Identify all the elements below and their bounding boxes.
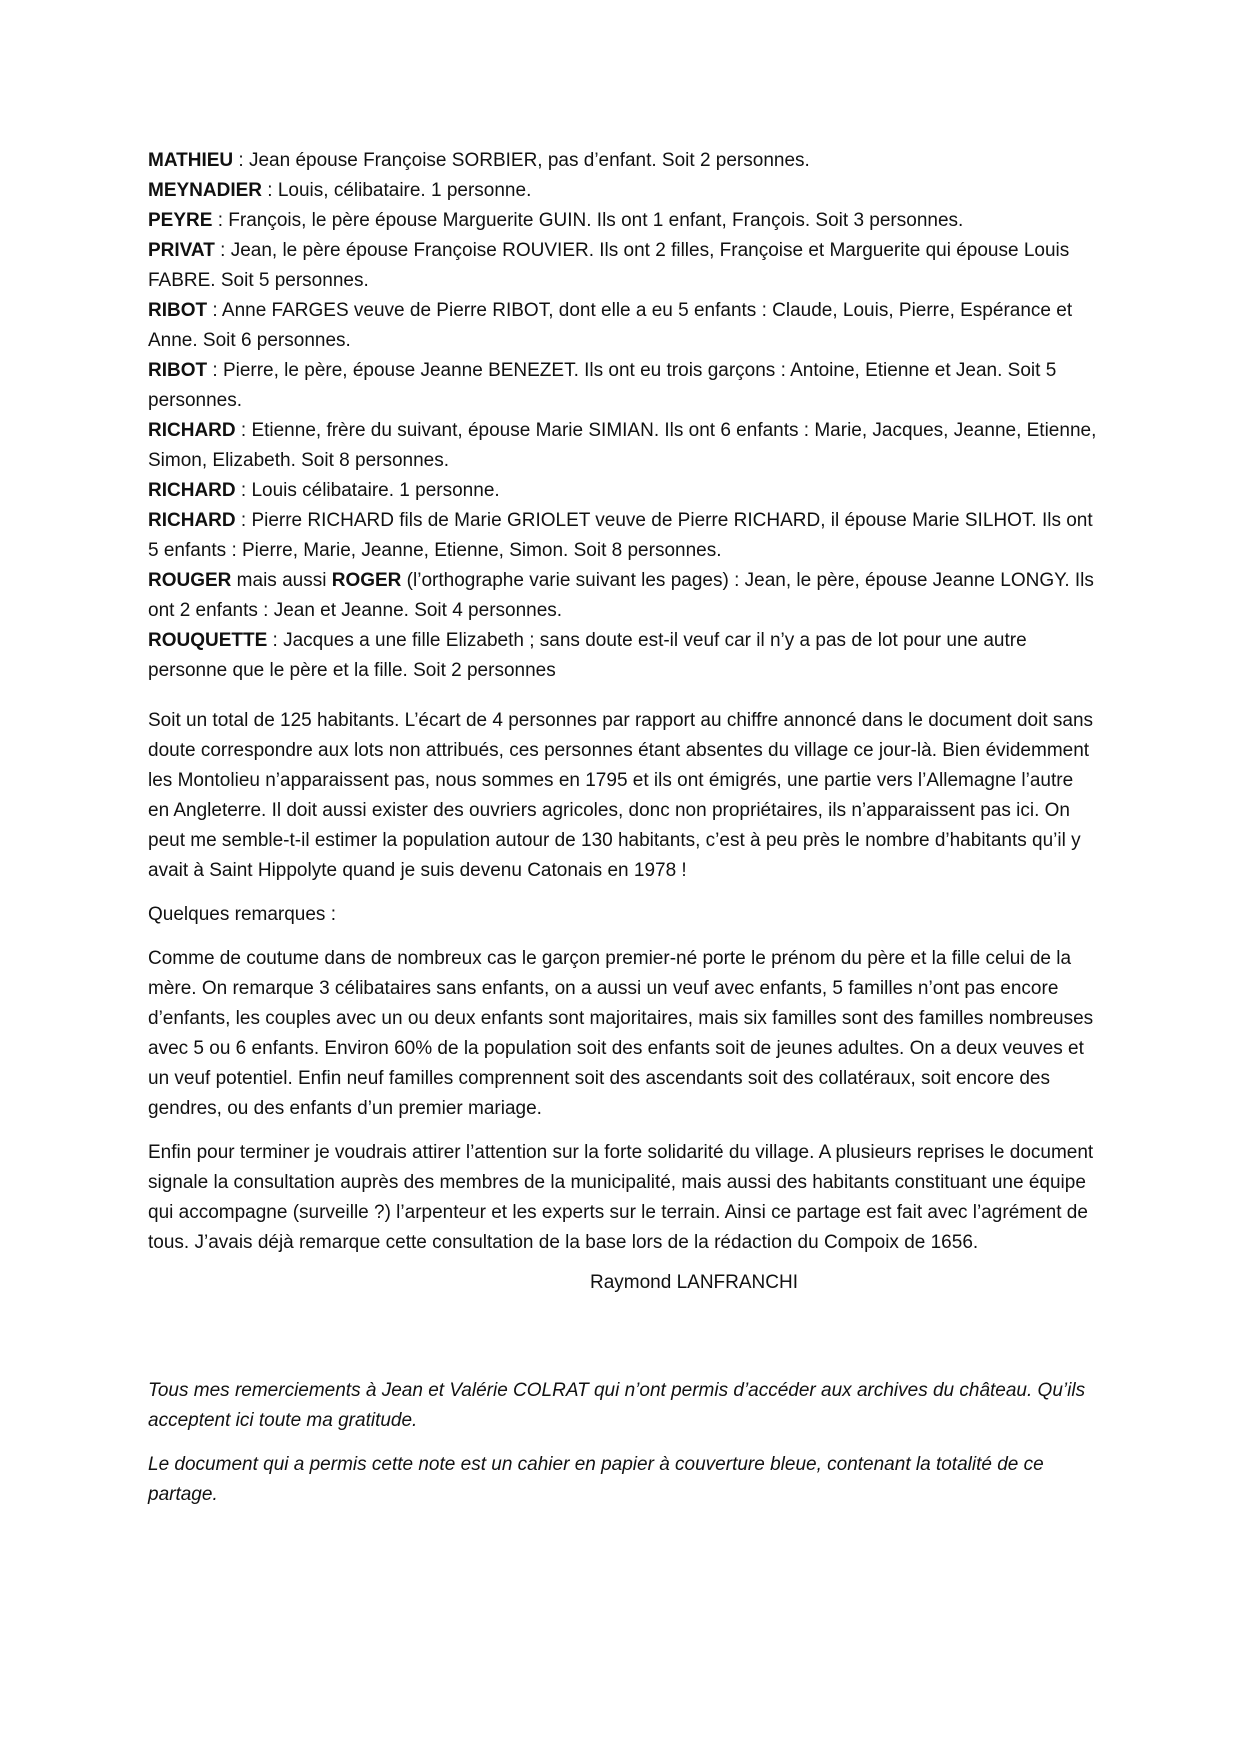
family-entry — [148, 206, 1098, 236]
document-source-note: Le document qui a permis cette note est un cahier en papier à couverture bleue, contenant la totalité de ce partage. — [148, 1454, 1044, 1505]
family-name: RICHARD — [148, 510, 236, 531]
family-name: ROUQUETTE — [148, 630, 268, 651]
family-details: : Louis, célibataire. 1 personne. — [262, 180, 532, 201]
family-name: RIBOT — [148, 300, 208, 321]
family-name: MEYNADIER — [148, 180, 263, 201]
conclusion-paragraph: Enfin pour terminer je voudrais attirer l’attention sur la forte solidarité du village. A plusieurs reprises le document signale la consultation auprès des membres de la municipalité, mais aussi des habitants constituant une équipe qui accompagne (surveille ?) l’arpenteur et les experts sur le terrain. Ainsi ce partage est fait avec l’agrément de tous. J’avais déjà remarque cette consultation de la base lors de la rédaction du Compoix de 1656. — [148, 1142, 1094, 1253]
family-details: : Pierre, le père, épouse Jeanne BENEZET. Ils ont eu trois garçons : Antoine, Etienne et Jean. Soit 5 personnes. — [148, 360, 1057, 411]
family-name: ROUGER — [148, 570, 232, 591]
family-details: : François, le père épouse Marguerite GUIN. Ils ont 1 enfant, François. Soit 3 personnes. — [212, 210, 964, 231]
custom-paragraph: Comme de coutume dans de nombreux cas le garçon premier-né porte le prénom du père et la fille celui de la mère. On remarque 3 célibataires sans enfants, on a aussi un veuf avec enfants, 5 familles n’ont pas encore d’enfants, les couples avec un ou deux enfants sont majoritaires, mais six familles sont des familles nombreuses avec 5 ou 6 enfants. Environ 60% de la population soit des enfants soit de jeunes adultes. On a deux veuves et un veuf potentiel. Enfin neuf familles comprennent soit des ascendants soit des collatéraux, soit encore des gendres, ou des enfants d’un premier mariage. — [148, 948, 1094, 1119]
family-entry — [148, 506, 1098, 566]
family-entry-rouger — [148, 566, 1098, 626]
family-entry — [148, 416, 1098, 476]
document-body — [148, 146, 1098, 1510]
family-name-connector: mais aussi — [231, 570, 332, 591]
family-entry — [148, 356, 1098, 416]
author-signature: Raymond LANFRANCHI — [590, 1272, 798, 1293]
family-entry — [148, 176, 1098, 206]
total-paragraph: Soit un total de 125 habitants. L’écart de 4 personnes par rapport au chiffre annoncé dans le document doit sans doute correspondre aux lots non attribués, ces personnes étant absentes du village ce jour-là. Bien évidemment les Montolieu n’apparaissent pas, nous sommes en 1795 et ils ont émigrés, une partie vers l’Allemagne l’autre en Angleterre. Il doit aussi exister des ouvriers agricoles, donc non propriétaires, ils n’apparaissent pas ici. On peut me semble-t-il estimer la population autour de 130 habitants, c’est à peu près le nombre d’habitants qu’il y avait à Saint Hippolyte quand je suis devenu Catonais en 1978 ! — [148, 710, 1094, 881]
family-details: : Pierre RICHARD fils de Marie GRIOLET veuve de Pierre RICHARD, il épouse Marie SILHOT. Ils ont 5 enfants : Pierre, Marie, Jeanne, Etienne, Simon. Soit 8 personnes. — [148, 510, 1093, 561]
family-entry — [148, 476, 1098, 506]
family-name: RICHARD — [148, 480, 236, 501]
family-details: (l’orthographe varie suivant les pages) : Jean, le père, épouse Jeanne LONGY. Ils ont 2 enfants : Jean et Jeanne. Soit 4 personnes. — [148, 570, 1094, 621]
family-name: PEYRE — [148, 210, 213, 231]
family-details: : Jacques a une fille Elizabeth ; sans doute est-il veuf car il n’y a pas de lot pour une autre personne que le père et la fille. Soit 2 personnes — [148, 630, 1027, 681]
family-entry — [148, 236, 1098, 296]
family-entry — [148, 146, 1098, 176]
family-entry — [148, 626, 1098, 686]
family-name: RIBOT — [148, 360, 208, 381]
family-name-variant: ROGER — [331, 570, 402, 591]
family-name: PRIVAT — [148, 240, 215, 261]
family-entry — [148, 296, 1098, 356]
remarks-heading: Quelques remarques : — [148, 904, 336, 925]
family-details: : Jean épouse Françoise SORBIER, pas d’enfant. Soit 2 personnes. — [233, 150, 810, 171]
family-name: RICHARD — [148, 420, 236, 441]
family-details: : Etienne, frère du suivant, épouse Marie SIMIAN. Ils ont 6 enfants : Marie, Jacques, Jeanne, Etienne, Simon, Elizabeth. Soit 8 personnes. — [148, 420, 1097, 471]
acknowledgements: Tous mes remerciements à Jean et Valérie COLRAT qui n’ont permis d’accéder aux archives du château. Qu’ils acceptent ici toute ma gratitude. — [148, 1380, 1086, 1431]
family-details: : Louis célibataire. 1 personne. — [235, 480, 500, 501]
family-details: : Anne FARGES veuve de Pierre RIBOT, dont elle a eu 5 enfants : Claude, Louis, Pierre, Espérance et Anne. Soit 6 personnes. — [148, 300, 1073, 351]
family-details: : Jean, le père épouse Françoise ROUVIER. Ils ont 2 filles, Françoise et Marguerite qui épouse Louis FABRE. Soit 5 personnes. — [148, 240, 1070, 291]
family-name: MATHIEU — [148, 150, 234, 171]
